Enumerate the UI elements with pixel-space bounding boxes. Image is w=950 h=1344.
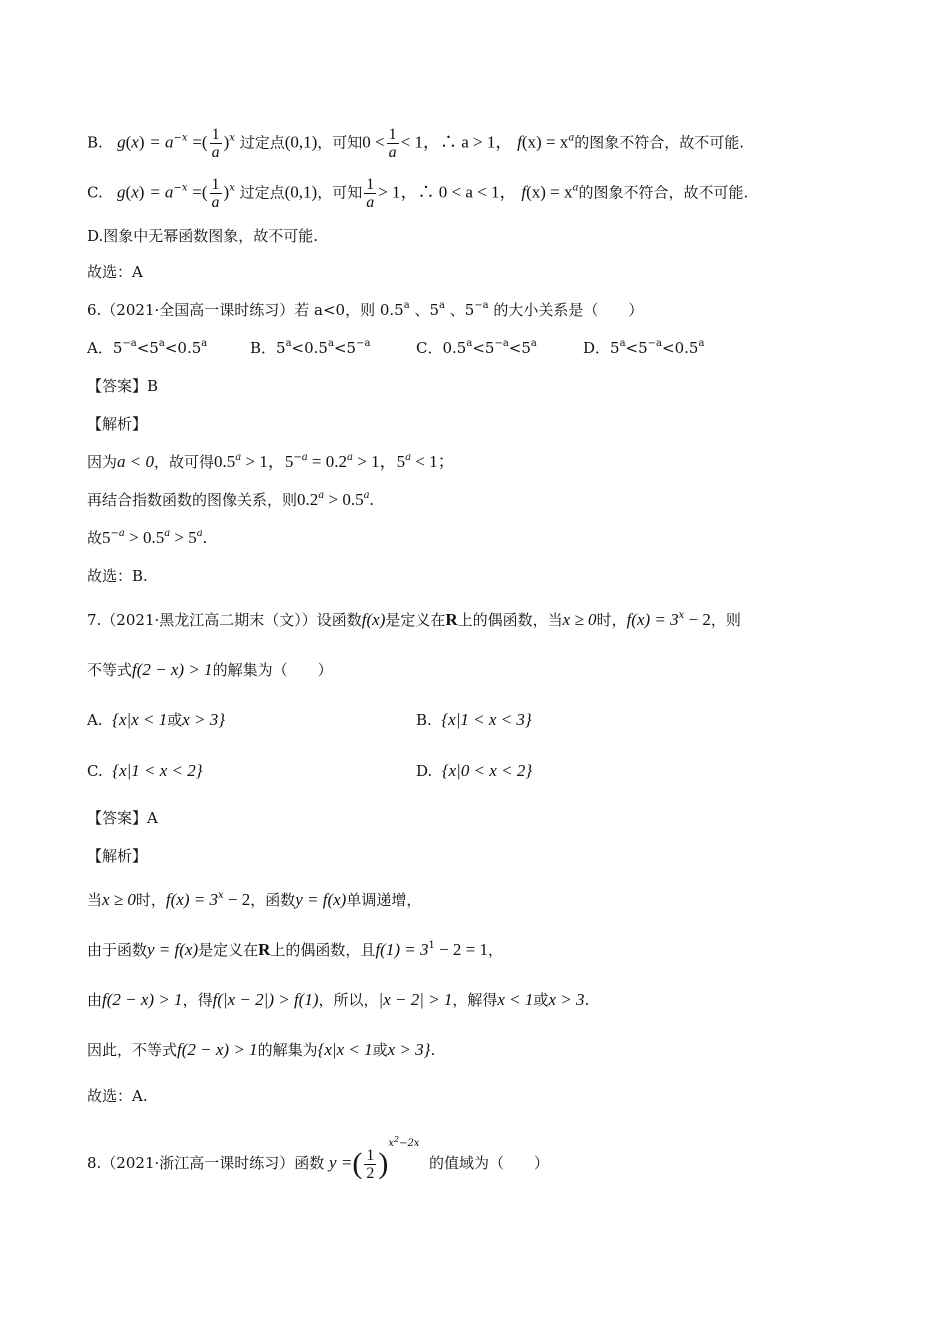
math-eq: = bbox=[192, 182, 202, 202]
math-exp: a bbox=[568, 132, 575, 144]
option-label: C. bbox=[87, 183, 103, 202]
question-8-stem: 8.（2021·浙江高一课时练习）函数 y =( $\frac{1}{2}$ )$^{x^2-2x}$ 的值域为（ ） bbox=[87, 1135, 550, 1182]
fraction: $\frac{1}{a}$ bbox=[388, 126, 397, 161]
math-g: g bbox=[117, 132, 126, 152]
question-7-selection: 故选：A. bbox=[87, 1087, 148, 1105]
question-6-analysis-line-2: 再结合指数函数的图像关系，则0.2$^a$ > 0.5$^a$. bbox=[87, 490, 374, 509]
question-7-analysis-line-4: 因此，不等式f(2 − x) > 1的解集为{x|x < 1或x > 3}. bbox=[87, 1040, 436, 1059]
math-text: ，∴ 0 < a < 1， bbox=[400, 182, 517, 202]
question-7-option-b[interactable]: B. {x|1 < x < 3} bbox=[416, 710, 532, 729]
question-6-answer: 【答案】B bbox=[87, 377, 159, 395]
answer-selection: 故选：A bbox=[87, 263, 143, 281]
math-pow: x bbox=[229, 132, 235, 144]
fraction: $\frac{1}{a}$ bbox=[211, 176, 220, 211]
question-6-analysis-heading: 【解析】 bbox=[87, 415, 148, 433]
option-label: B. bbox=[87, 133, 103, 152]
math-f: f bbox=[521, 182, 527, 202]
math-eq: = bbox=[192, 132, 202, 152]
question-7-analysis-line-2: 由于函数y = f(x)是定义在R上的偶函数，且$f(1) = 3^1 - 2 = 1$， bbox=[87, 940, 504, 959]
question-6-option-c[interactable]: C．$0.5^a<5^{-a}<5^a$ bbox=[416, 338, 537, 357]
question-7-stem-line-1: 7.（2021·黑龙江高二期末（文））设函数f(x)是定义在R上的偶函数，当x ≥ 0时，$f(x) = 3^x - 2$，则 bbox=[87, 610, 741, 629]
math-ineq: 0 < bbox=[362, 132, 385, 152]
math-text: ，∴ a > 1， bbox=[422, 132, 513, 152]
question-6-option-a[interactable]: A．$5^{-a}<5^a<0.5^a$ bbox=[87, 338, 208, 357]
question-7-option-a[interactable]: A. {x|x < 1或x > 3} bbox=[87, 710, 226, 729]
question-7-answer: 【答案】A bbox=[87, 809, 158, 827]
solution-line-d: D.图象中无幂函数图象，故不可能. bbox=[87, 227, 319, 245]
text: ，可知 bbox=[317, 183, 363, 202]
fraction: $\frac{1}{2}$ bbox=[366, 1146, 375, 1182]
text: 的图象不符合，故不可能. bbox=[578, 183, 749, 202]
math-g: g bbox=[117, 182, 126, 202]
math-exp: a bbox=[572, 182, 579, 194]
question-7-analysis-heading: 【解析】 bbox=[87, 847, 148, 865]
math-point: (0,1) bbox=[284, 182, 318, 202]
math-pow: x bbox=[229, 182, 235, 194]
question-7-analysis-line-3: 由f(2 − x) > 1，得f(|x − 2|) > f(1)，所以，|x − 2| > 1，解得x < 1或x > 3. bbox=[87, 990, 590, 1009]
math-f: f bbox=[517, 132, 522, 152]
math-fx: (x) = x bbox=[526, 182, 573, 202]
math-fx: (x) = x bbox=[521, 132, 569, 152]
math-a: = a bbox=[149, 182, 174, 202]
fraction: $\frac{1}{a}$ bbox=[211, 126, 220, 161]
question-6-stem: 6.（2021·全国高一课时练习）若 a<0，则 0.5$^a$ 、5$^a$ 、$5^{-a}$ 的大小关系是（ ） bbox=[87, 300, 644, 319]
solution-line-b: B. $g(x) = a^{-x}$ =( $\frac{1}{a}$ )$^x$ 过定点(0,1)，可知0 < $\frac{1}{a}$ < 1，∴ a > 1， $f(x) = x^a$的图象不符合，故不可能. bbox=[87, 126, 745, 161]
question-7-option-d[interactable]: D. {x|0 < x < 2} bbox=[416, 761, 533, 780]
question-6-selection: 故选：B. bbox=[87, 567, 148, 585]
question-6-analysis-line-1: 因为a < 0，故可得0.5$^a$ > 1，$5^{-a} = 0.2^a > 1$，$5^a < 1$； bbox=[87, 452, 455, 471]
text: 的图象不符合，故不可能. bbox=[574, 133, 745, 152]
math-exp: −x bbox=[173, 132, 188, 144]
fraction: $\frac{1}{a}$ bbox=[366, 176, 375, 211]
question-6-analysis-line-3: 故$5^{-a} > 0.5^a > 5^a$. bbox=[87, 528, 207, 547]
text: 过定点 bbox=[239, 183, 285, 202]
question-7-option-c[interactable]: C. {x|1 < x < 2} bbox=[87, 761, 203, 780]
text: 过定点 bbox=[239, 133, 285, 152]
question-7-stem-line-2: 不等式f(2 − x) > 1的解集为（ ） bbox=[87, 660, 333, 679]
math-ineq: < 1 bbox=[400, 132, 423, 152]
text: ，可知 bbox=[317, 133, 363, 152]
math-exp: −x bbox=[173, 182, 188, 194]
solution-line-c: C. $g(x) = a^{-x}$ =( $\frac{1}{a}$ )$^x$ 过定点(0,1)，可知 $\frac{1}{a}$ > 1，∴ 0 < a < 1， $f(x) = x^a$的图象不符合，故不可能. bbox=[87, 176, 749, 211]
question-6-option-b[interactable]: B．$5^a<0.5^a<5^{-a}$ bbox=[250, 338, 371, 357]
math-ineq: > 1 bbox=[378, 182, 401, 202]
question-6-option-d[interactable]: D．$5^a<5^{-a}<0.5^a$ bbox=[583, 338, 705, 357]
math-point: (0,1) bbox=[284, 132, 318, 152]
math-a: = a bbox=[149, 132, 174, 152]
question-7-analysis-line-1: 当x ≥ 0时，$f(x) = 3^x - 2$，函数y = f(x)单调递增， bbox=[87, 890, 422, 909]
